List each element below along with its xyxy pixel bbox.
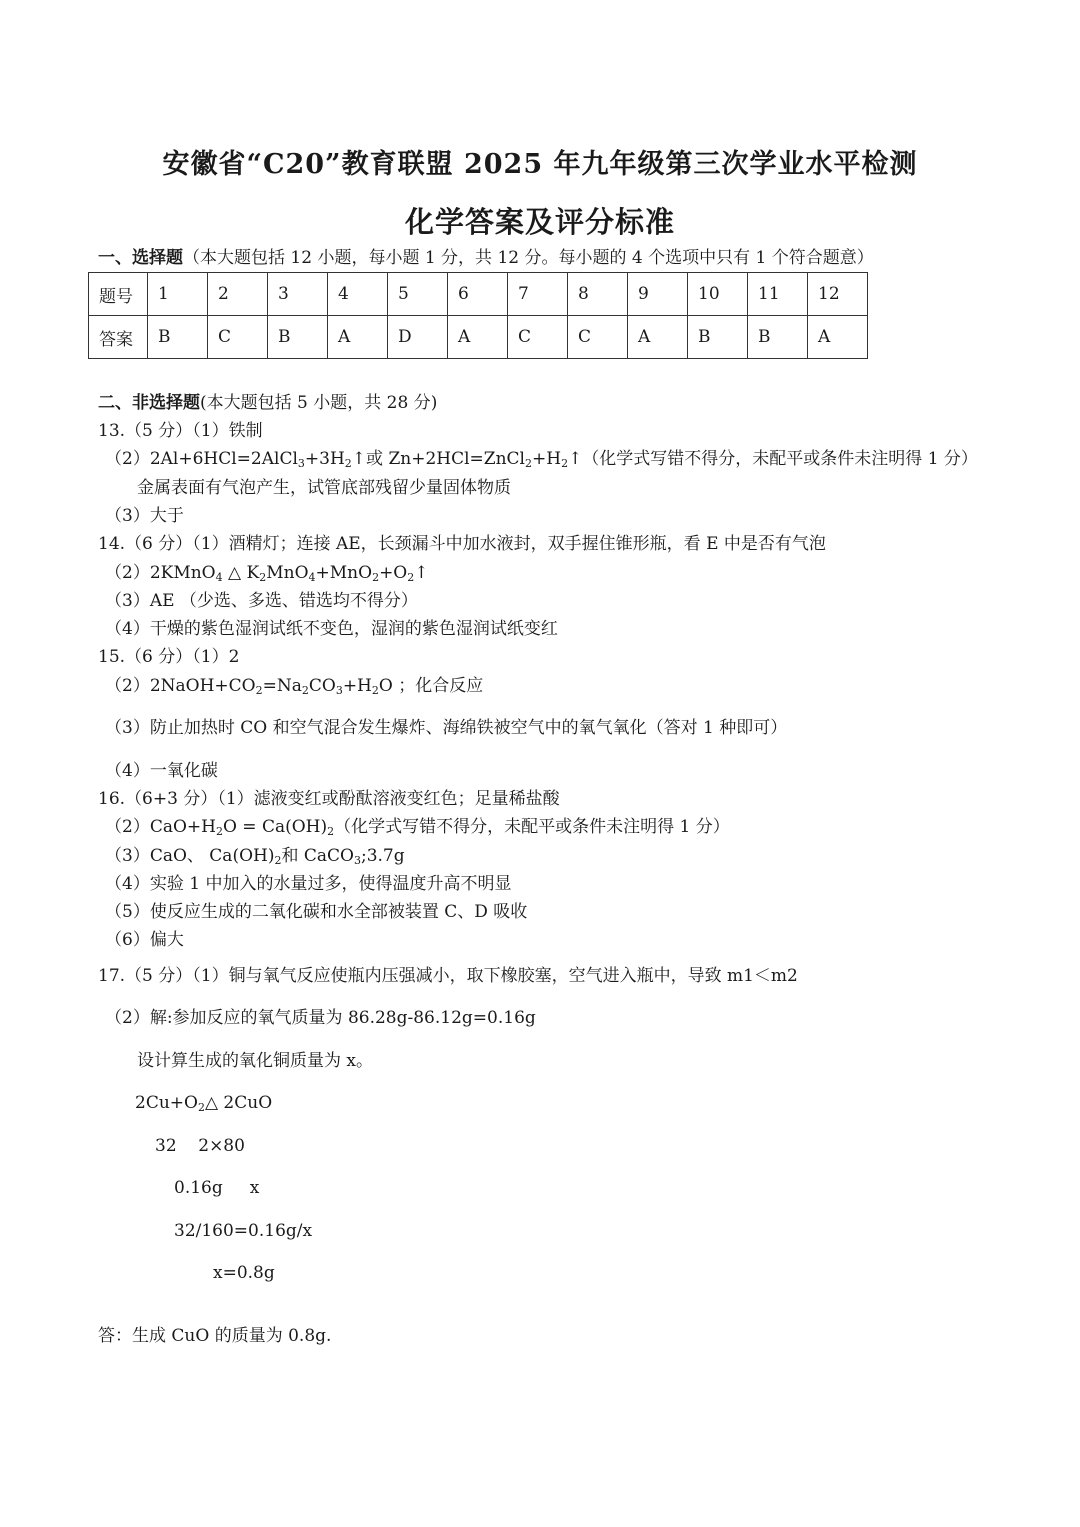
subscript: 2 <box>524 457 532 470</box>
text: ↑ <box>414 563 429 583</box>
text: O = Ca(OH) <box>222 817 328 837</box>
text: =Na <box>262 676 302 696</box>
q15-line1: 15.（6 分）（1）2 <box>98 647 240 667</box>
text: （3）CaO、 Ca(OH) <box>105 846 275 866</box>
subscript: 2 <box>561 457 569 470</box>
table-cell: 5 <box>388 273 448 316</box>
q17-line2: （2）解:参加反应的氧气质量为 86.28g-86.12g=0.16g <box>105 1008 536 1028</box>
table-cell: 9 <box>628 273 688 316</box>
q17-answer: 答：生成 CuO 的质量为 0.8g. <box>98 1326 332 1346</box>
subscript: 2 <box>197 1101 205 1114</box>
q16-line2 <box>105 817 730 837</box>
q13-line4: （3）大于 <box>105 506 184 526</box>
table-cell: 1 <box>148 273 208 316</box>
text: （2）2NaOH+CO <box>105 676 256 696</box>
text: K <box>246 563 260 583</box>
text: ↑或 Zn+2HCl=ZnCl <box>351 449 525 469</box>
subscript: 2 <box>301 684 309 697</box>
table-cell-label: 答案 <box>89 316 148 359</box>
table-cell: 11 <box>748 273 808 316</box>
heat-triangle-icon: △ <box>204 1093 219 1113</box>
q13-line2 <box>105 449 978 469</box>
q16-line6: （6）偏大 <box>105 930 184 950</box>
q16-line4: （4）实验 1 中加入的水量过多，使得温度升高不明显 <box>105 874 512 894</box>
document-subtitle: 化学答案及评分标准 <box>404 205 675 239</box>
table-cell: 8 <box>568 273 628 316</box>
q14-line4: （4）干燥的紫色湿润试纸不变色，湿润的紫色湿润试纸变红 <box>105 619 558 639</box>
text: （化学式写错不得分，未配平或条件未注明得 1 分） <box>334 817 730 837</box>
table-cell: A <box>448 316 508 359</box>
table-row-answers <box>89 316 868 359</box>
section1-title: 一、选择题 <box>98 248 183 268</box>
section2-title: 二、非选择题 <box>98 393 200 413</box>
table-cell: 12 <box>808 273 868 316</box>
text: CO <box>308 676 336 696</box>
q16-line3 <box>105 846 405 866</box>
subscript: 2 <box>274 854 282 867</box>
subscript: 3 <box>335 684 343 697</box>
table-row-numbers <box>89 273 868 316</box>
section1-desc: （本大题包括 12 小题，每小题 1 分，共 12 分。每小题的 4 个选项中只有 1 个符合题意） <box>183 248 874 268</box>
text: （2）2KMnO <box>105 563 216 583</box>
subscript: 2 <box>327 825 335 838</box>
q15-line4: （4）一氧化碳 <box>105 761 218 781</box>
table-cell-label: 题号 <box>89 273 148 316</box>
text: +3H <box>304 449 345 469</box>
table-cell: B <box>748 316 808 359</box>
section2-desc: (本大题包括 5 小题，共 28 分) <box>200 393 438 413</box>
table-cell: B <box>688 316 748 359</box>
text: 2Cu+O <box>135 1093 198 1113</box>
q13-line1: 13.（5 分）（1）铁制 <box>98 421 263 441</box>
text: O ；化合反应 <box>378 676 484 696</box>
text: （2）2Al+6HCl=2AlCl <box>105 449 298 469</box>
text: +H <box>531 449 562 469</box>
text: （2）CaO+H <box>105 817 216 837</box>
table-cell: C <box>208 316 268 359</box>
table-cell: B <box>268 316 328 359</box>
subscript: 3 <box>353 854 361 867</box>
subscript: 4 <box>308 571 316 584</box>
text: MnO <box>266 563 309 583</box>
section2-heading <box>98 393 437 413</box>
q17-equation <box>135 1093 272 1113</box>
text: ↑（化学式写错不得分，未配平或条件未注明得 1 分） <box>568 449 978 469</box>
table-cell: B <box>148 316 208 359</box>
q14-line3: （3）AE （少选、多选、错选均不得分） <box>105 591 418 611</box>
q17-ratio-row1: 32 2×80 <box>155 1136 245 1156</box>
text: 2CuO <box>218 1093 273 1113</box>
text: 和 CaCO <box>281 846 354 866</box>
table-cell: 4 <box>328 273 388 316</box>
subscript: 3 <box>297 457 305 470</box>
subscript: 2 <box>259 571 267 584</box>
q14-line2 <box>105 563 429 583</box>
table-cell: A <box>328 316 388 359</box>
subscript: 4 <box>215 571 223 584</box>
q16-line1: 16.（6+3 分）（1）滤液变红或酚酞溶液变红色；足量稀盐酸 <box>98 789 560 809</box>
answer-table <box>88 272 868 359</box>
table-cell: C <box>568 316 628 359</box>
q14-line1: 14.（6 分）（1）酒精灯；连接 AE，长颈漏斗中加水液封，双手握住锥形瓶，看 E 中是否有气泡 <box>98 534 826 554</box>
q17-line1: 17.（5 分）（1）铜与氧气反应使瓶内压强减小，取下橡胶塞，空气进入瓶中，导致 m1＜m2 <box>98 966 798 986</box>
text: +MnO <box>315 563 373 583</box>
text: ;3.7g <box>360 846 405 866</box>
q17-line3: 设计算生成的氧化铜质量为 x。 <box>137 1051 373 1071</box>
heat-triangle-icon: △ <box>222 563 247 583</box>
subscript: 2 <box>255 684 263 697</box>
subscript: 2 <box>215 825 223 838</box>
subscript: 2 <box>344 457 352 470</box>
document-title: 安徽省“C20”教育联盟 2025 年九年级第三次学业水平检测 <box>162 149 918 180</box>
text: +O <box>379 563 408 583</box>
table-cell: A <box>628 316 688 359</box>
table-cell: 10 <box>688 273 748 316</box>
subscript: 2 <box>372 571 380 584</box>
table-cell: 2 <box>208 273 268 316</box>
text: +H <box>342 676 372 696</box>
q15-line2 <box>105 676 483 696</box>
q17-ratio-row2: 0.16g x <box>174 1178 260 1198</box>
q13-line3: 金属表面有气泡产生，试管底部残留少量固体物质 <box>137 478 511 498</box>
q15-line3: （3）防止加热时 CO 和空气混合发生爆炸、海绵铁被空气中的氧气氧化（答对 1 种即可） <box>105 718 788 738</box>
subscript: 2 <box>407 571 415 584</box>
q16-line5: （5）使反应生成的二氧化碳和水全部被装置 C、D 吸收 <box>105 902 528 922</box>
table-cell: 3 <box>268 273 328 316</box>
q17-proportion: 32/160=0.16g/x <box>174 1221 313 1241</box>
subscript: 2 <box>371 684 379 697</box>
table-cell: C <box>508 316 568 359</box>
table-cell: 7 <box>508 273 568 316</box>
table-cell: D <box>388 316 448 359</box>
section1-heading <box>98 248 874 268</box>
table-cell: A <box>808 316 868 359</box>
table-cell: 6 <box>448 273 508 316</box>
q17-result: x=0.8g <box>213 1263 275 1283</box>
